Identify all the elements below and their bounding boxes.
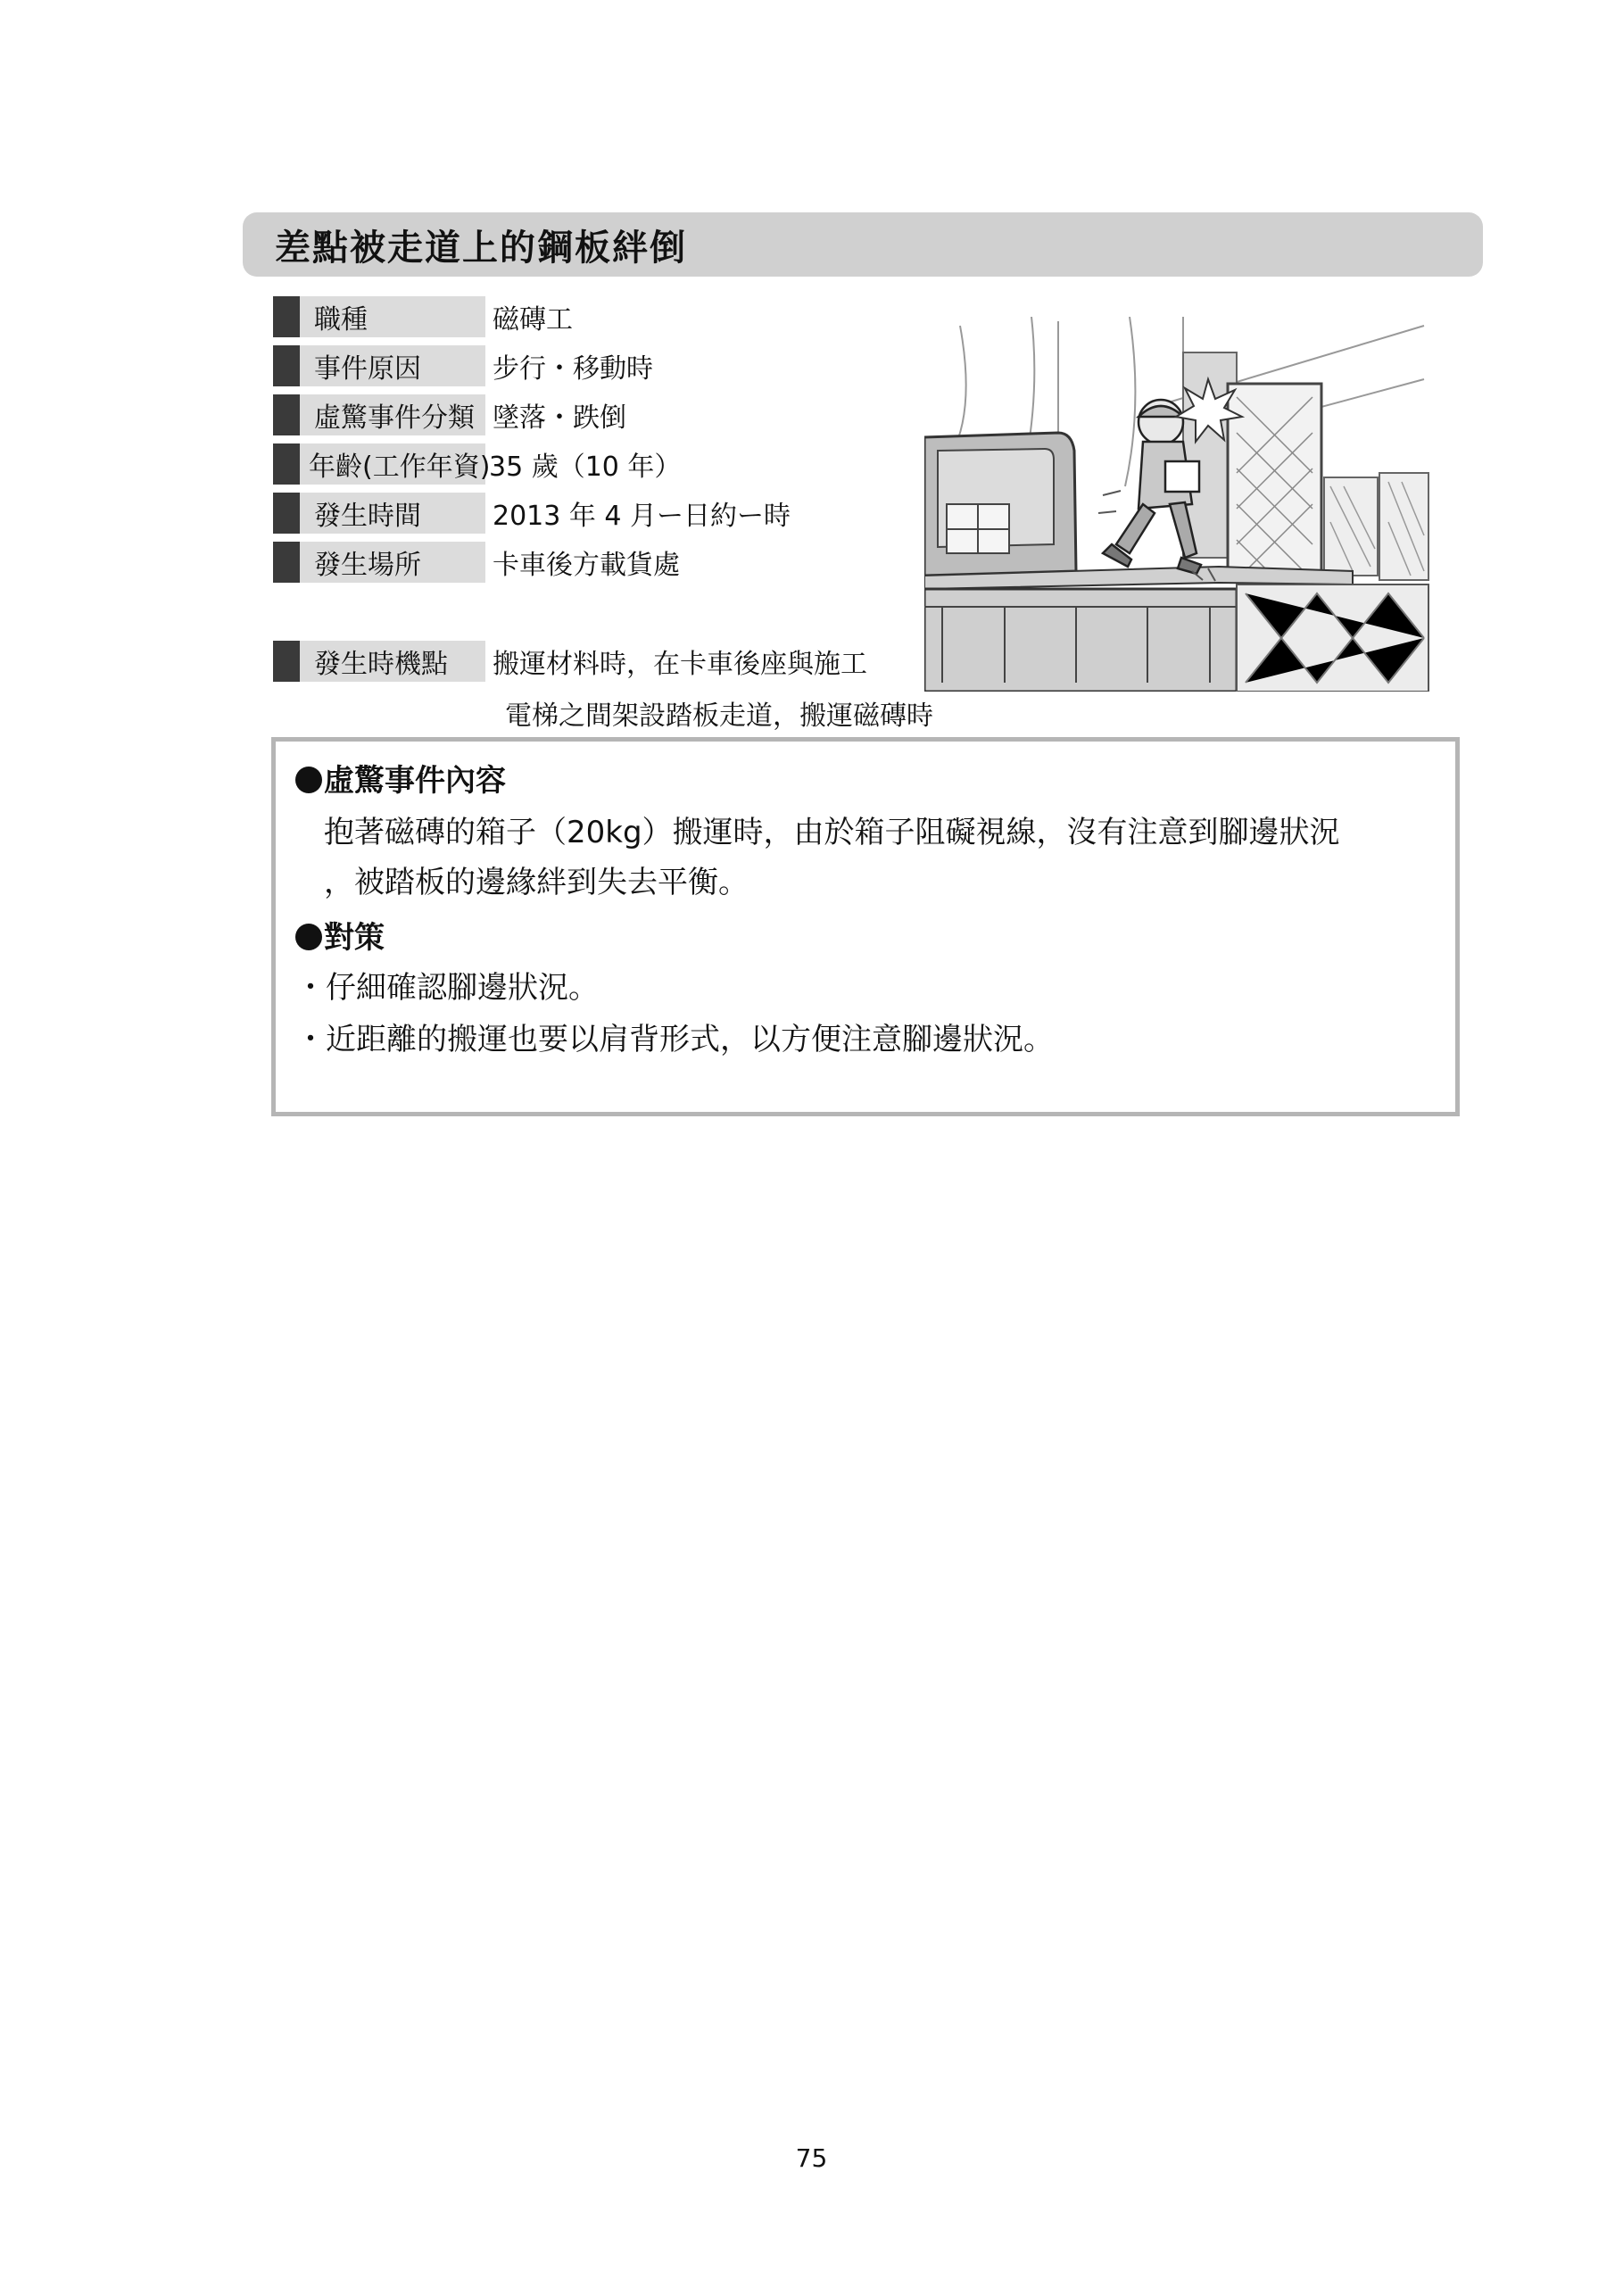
row-marker xyxy=(273,493,300,534)
info-value: 步行・移動時 xyxy=(493,353,653,385)
bullet-icon xyxy=(295,924,322,950)
info-value: 磁磚工 xyxy=(493,304,573,336)
incident-heading: 虛驚事件內容 xyxy=(295,756,506,800)
info-row-place xyxy=(273,542,680,583)
row-marker xyxy=(273,394,300,435)
info-label: 年齡(工作年資) xyxy=(300,443,485,485)
row-marker xyxy=(273,443,300,485)
incident-text-line1: 抱著磁磚的箱子（20kg）搬運時，由於箱子阻礙視線，沒有注意到腳邊狀況 xyxy=(324,815,1340,850)
page-number: 75 xyxy=(795,2143,828,2173)
info-label: 發生時間 xyxy=(300,493,485,534)
page-title: 差點被走道上的鋼板絆倒 xyxy=(275,227,687,269)
occasion-value-line2: 電梯之間架設踏板走道，搬運磁磚時 xyxy=(505,700,933,732)
row-marker xyxy=(273,641,300,682)
info-row-occasion xyxy=(273,641,867,682)
incident-text-line2: ，被踏板的邊緣絆到失去平衡。 xyxy=(324,865,749,900)
info-row-age xyxy=(273,443,681,485)
info-row-job xyxy=(273,296,573,337)
info-label: 發生場所 xyxy=(300,542,485,583)
info-label: 事件原因 xyxy=(300,345,485,386)
incident-illustration xyxy=(924,317,1433,692)
info-label: 發生時機點 xyxy=(300,641,485,682)
bullet-icon xyxy=(295,767,322,793)
info-row-cause xyxy=(273,345,653,386)
row-marker xyxy=(273,345,300,386)
measure-item: ・近距離的搬運也要以肩背形式，以方便注意腳邊狀況。 xyxy=(295,1022,1054,1057)
info-value: 2013 年 4 月ー日約ー時 xyxy=(493,501,791,532)
info-value: 35 歲（10 年） xyxy=(489,452,682,483)
title-bar xyxy=(243,212,1483,277)
row-marker xyxy=(273,296,300,337)
measure-item: ・仔細確認腳邊狀況。 xyxy=(295,970,599,1006)
info-label: 職種 xyxy=(300,296,485,337)
info-row-category xyxy=(273,394,626,435)
content-box xyxy=(271,737,1460,1116)
measures-heading: 對策 xyxy=(295,913,385,957)
row-marker xyxy=(273,542,300,583)
info-row-time xyxy=(273,493,791,534)
info-value: 搬運材料時，在卡車後座與施工 xyxy=(493,649,867,680)
info-label: 虛驚事件分類 xyxy=(300,394,485,435)
info-value: 卡車後方載貨處 xyxy=(493,550,680,581)
info-value: 墜落・跌倒 xyxy=(493,402,626,434)
